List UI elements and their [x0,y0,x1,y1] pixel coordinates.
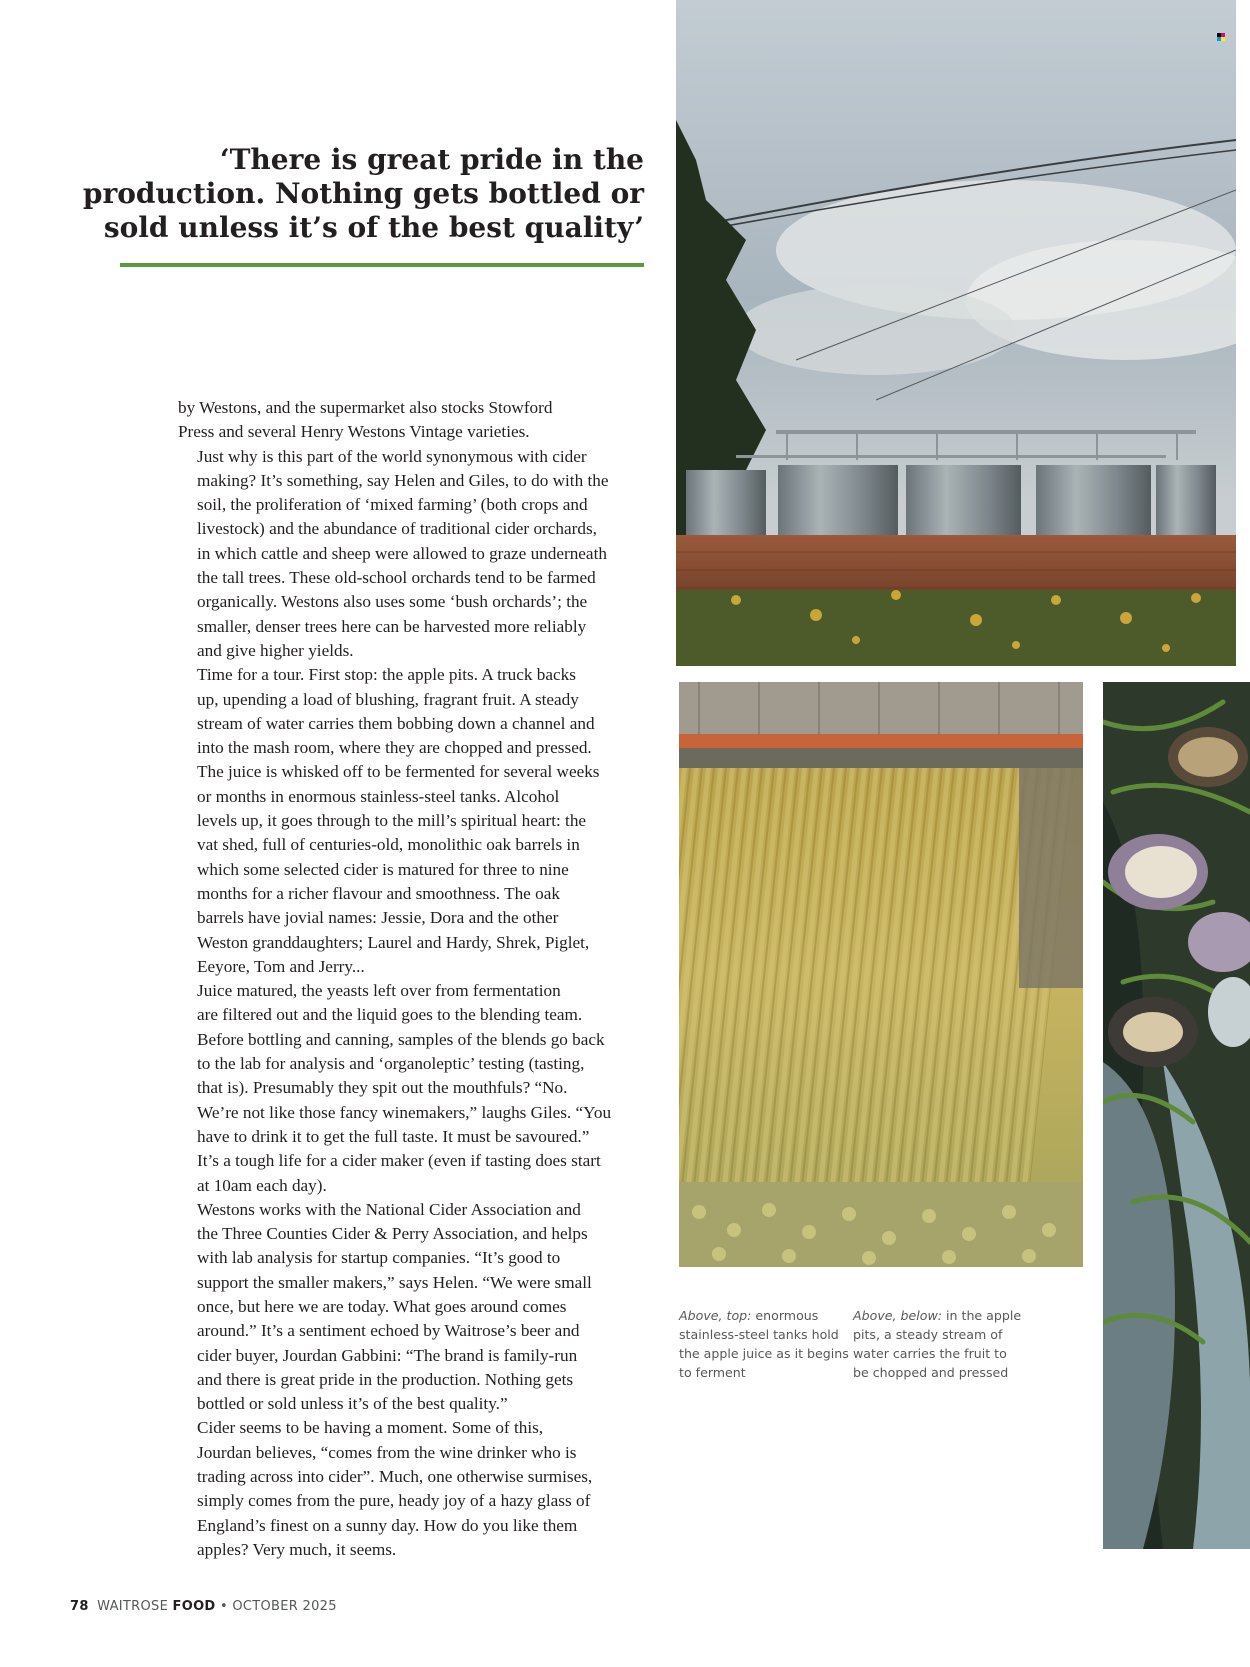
article-line: with lab analysis for startup companies. “It’s good to [197,1248,561,1268]
article-paragraph [178,979,648,1198]
article-line: which some selected cider is matured for three to nine [197,859,569,879]
article-line: the tall trees. These old-school orchards tend to be farmed [197,568,596,588]
article-line: are filtered out and the liquid goes to the blending team. [197,1005,583,1025]
page-footer [70,1599,337,1614]
pull-quote-line: sold unless it’s of the best quality’ [103,211,644,244]
article-line: around.” It’s a sentiment echoed by Waitrose’s beer and [197,1321,580,1341]
article-line: barrels have jovial names: Jessie, Dora and the other [197,908,559,928]
registration-mark-icon [1217,33,1225,41]
article-line: making? It’s something, say Helen and Giles, to do with the [197,470,609,490]
pull-quote-line: ‘There is great pride in the [219,143,644,176]
caption-lead: Above, top: [679,1308,752,1323]
article-line: The juice is whisked off to be fermented for several weeks [197,762,600,782]
article-line: Juice matured, the yeasts left over from fermentation [197,981,561,1001]
article-line: It’s a tough life for a cider maker (even if tasting does start [197,1151,601,1171]
article-paragraph [178,1198,648,1417]
article-line: Before bottling and canning, samples of the blends go back [197,1029,605,1049]
article-line: organically. Westons also uses some ‘bush orchards’; the [197,592,588,612]
article-line: have to drink it to get the full taste. It must be savoured.” [197,1126,590,1146]
article-line: levels up, it goes through to the mill’s spiritual heart: the [197,811,587,831]
article-line: into the mash room, where they are chopped and pressed. [197,738,592,758]
article-line: at 10am each day). [197,1175,327,1195]
page-number: 78 [70,1599,89,1614]
article-line: Time for a tour. First stop: the apple pits. A truck backs [197,665,576,685]
article-line: in which cattle and sheep were allowed to graze underneath [197,543,607,563]
article-line: soil, the proliferation of ‘mixed farming’ (both crops and [197,495,588,515]
article-line: smaller, denser trees here can be harvested more reliably [197,616,587,636]
pull-quote-rule [120,263,644,267]
pull-quote [80,143,644,245]
article-line: Cider seems to be having a moment. Some of this, [197,1418,544,1438]
article-line: the Three Counties Cider & Perry Association, and helps [197,1224,588,1244]
article-line: and there is great pride in the production. Nothing gets [197,1369,574,1389]
article-line: Weston granddaughters; Laurel and Hardy, Shrek, Piglet, [197,932,590,952]
article-line: We’re not like those fancy winemakers,” laughs Giles. “You [197,1102,612,1122]
photo-steel-tanks [676,0,1236,666]
caption-text: enormous stainless-steel tanks hold the apple juice as it begins to ferment [679,1308,849,1380]
article-line: once, but here we are today. What goes around comes [197,1296,567,1316]
caption-lead: Above, below: [853,1308,943,1323]
article-line: support the smaller makers,” says Helen. “We were small [197,1272,592,1292]
article-line: simply comes from the pure, heady joy of a hazy glass of [197,1491,591,1511]
article-line: trading across into cider”. Much, one otherwise surmises, [197,1467,593,1487]
article-line: Just why is this part of the world synonymous with cider [197,446,587,466]
article-line: cider buyer, Jourdan Gabbini: “The brand is family-run [197,1345,578,1365]
article-line: by Westons, and the supermarket also stocks Stowford [178,398,553,417]
footer-separator: • [215,1599,233,1614]
article-paragraph [178,445,648,664]
article-line: that is). Presumably they spit out the mouthfuls? “No. [197,1078,568,1098]
article-line: stream of water carries them bobbing down a channel and [197,713,595,733]
article-body [178,396,648,1562]
magazine-name-bold: FOOD [172,1599,216,1614]
article-line: Press and several Henry Westons Vintage varieties. [178,422,530,442]
article-paragraph [178,1416,648,1562]
photo-apple-pits [679,682,1083,1267]
article-paragraph [178,663,648,979]
photo-clams-dish [1103,682,1250,1549]
article-line: bottled or sold unless it’s of the best quality.” [197,1394,508,1414]
issue-date: OCTOBER 2025 [232,1599,337,1614]
article-line: up, upending a load of blushing, fragrant fruit. A steady [197,689,579,709]
article-line: or months in enormous stainless-steel tanks. Alcohol [197,786,560,806]
article-line: to the lab for analysis and ‘organoleptic’ testing (tasting, [197,1054,585,1074]
caption-top-photo [679,1306,849,1382]
article-line: England’s finest on a sunny day. How do you like them [197,1515,578,1535]
article-line: months for a richer flavour and smoothness. The oak [197,883,560,903]
article-paragraph [178,396,648,445]
caption-text: in the apple pits, a steady stream of water carries the fruit to be chopped and pressed [853,1308,1022,1380]
article-line: Jourdan believes, “comes from the wine drinker who is [197,1442,577,1462]
article-line: Eeyore, Tom and Jerry... [197,956,365,976]
article-line: Westons works with the National Cider Association and [197,1199,581,1219]
magazine-name: WAITROSE [97,1599,169,1614]
caption-below-photo [853,1306,1023,1382]
article-line: apples? Very much, it seems. [197,1539,397,1559]
article-line: vat shed, full of centuries-old, monolithic oak barrels in [197,835,580,855]
article-line: livestock) and the abundance of traditional cider orchards, [197,519,597,539]
article-line: and give higher yields. [197,640,354,660]
pull-quote-line: production. Nothing gets bottled or [82,177,644,210]
